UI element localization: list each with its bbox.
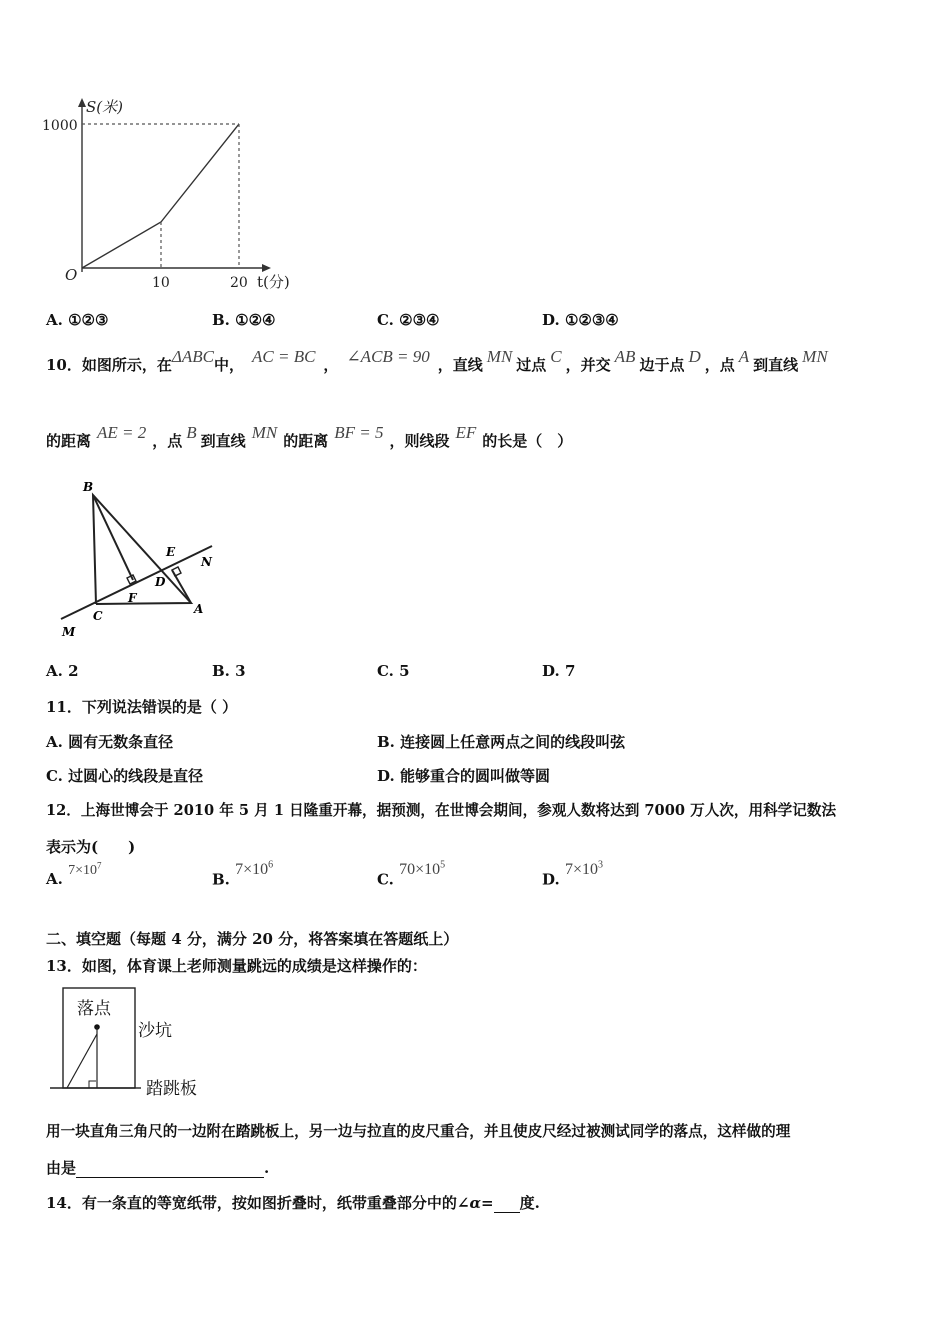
label-sandpit: 沙坑 — [138, 1021, 172, 1041]
x-tick-20: 20 — [230, 275, 248, 291]
q10-stem-line1: 10．如图所示，在ΔABC中， AC = BC ， ∠ACB = 90 ，直线 MN 过点 C ，并交 AB 边于点 D ，点 A 到直线 MN — [46, 347, 828, 374]
x-axis-arrow — [262, 264, 271, 272]
origin-label: O — [65, 266, 78, 284]
label-a: A — [194, 602, 204, 616]
q10-option-a[interactable]: A. 2 — [46, 662, 79, 680]
q11-option-b[interactable]: B. 连接圆上任意两点之间的线段叫弦 — [377, 733, 626, 751]
option-letter: A. — [46, 311, 63, 329]
q10-option-c[interactable]: C. 5 — [377, 662, 410, 680]
distance-time-graph — [35, 90, 325, 300]
option-letter: C. — [377, 311, 394, 329]
label-n: N — [201, 555, 212, 569]
label-landing: 落点 — [77, 999, 111, 1019]
y-axis-label: S(米) — [86, 98, 123, 116]
option-text: ①②③ — [68, 311, 109, 329]
q12-option-c[interactable]: C. $70\times 10^5$ — [377, 860, 446, 889]
q14-answer-blank[interactable] — [494, 1194, 520, 1213]
option-text: ②③④ — [399, 311, 440, 329]
right-angle-mark — [89, 1081, 96, 1088]
q12-option-d[interactable]: D. $7\times 10^3$ — [542, 860, 603, 889]
q9-option-d[interactable] — [542, 311, 619, 329]
label-b: B — [83, 480, 94, 494]
q11-option-d[interactable]: D. 能够重合的圆叫做等圆 — [377, 767, 550, 785]
section-heading: 二、填空题（每题 4 分，满分 20 分，将答案填在答题纸上） — [46, 930, 459, 948]
label-m: M — [62, 625, 76, 639]
label-c: C — [93, 609, 103, 623]
q9-option-c[interactable] — [377, 311, 439, 329]
q9-option-b[interactable] — [212, 311, 275, 329]
q12-option-b[interactable]: B. $7\times 10^6$ — [212, 860, 274, 889]
q11-stem: 11．下列说法错误的是（ ） — [46, 698, 238, 716]
q11-option-a[interactable]: A. 圆有无数条直径 — [46, 733, 174, 751]
triangle-abc — [93, 495, 191, 604]
segment-bf — [93, 495, 133, 580]
q13-text-line1: 用一块直角三角尺的一边附在踏跳板上，另一边与拉直的皮尺重合，并且使皮尺经过被测试同学的落点，这样做的理 — [46, 1123, 791, 1140]
long-jump-figure — [45, 980, 225, 1105]
set-square-edge — [67, 1034, 97, 1088]
q12-option-a[interactable]: A. $7\times 10^7$ — [46, 860, 102, 888]
option-letter: D. — [542, 311, 560, 329]
x-axis-label: t(分) — [257, 273, 290, 291]
q9-option-a[interactable] — [46, 311, 108, 329]
q10-option-d[interactable]: D. 7 — [542, 662, 576, 680]
q12-stem-line1: 12．上海世博会于 2010 年 5 月 1 日隆重开幕，据预测，在世博会期间，参观人数将达到 7000 万人次，用科学记数法 — [46, 802, 837, 819]
option-text: ①②③④ — [564, 311, 619, 329]
label-f: F — [128, 591, 137, 605]
option-text: ①②④ — [235, 311, 276, 329]
x-tick-10: 10 — [152, 275, 170, 291]
label-e: E — [166, 545, 176, 559]
right-angle-e — [172, 567, 181, 576]
q10-option-b[interactable]: B. 3 — [212, 662, 246, 680]
triangle-figure — [55, 475, 225, 645]
label-d: D — [155, 575, 166, 589]
label-board: 踏跳板 — [146, 1079, 197, 1099]
q14-stem: 14．有一条直的等宽纸带，按如图折叠时，纸带重叠部分中的∠α= 度. — [46, 1194, 540, 1212]
y-tick-1000: 1000 — [42, 118, 78, 134]
y-axis-arrow — [78, 98, 86, 107]
q13-stem: 13．如图，体育课上老师测量跳远的成绩是这样操作的： — [46, 957, 427, 975]
q13-answer-blank[interactable] — [76, 1159, 264, 1178]
q13-text-line2: 由是 . — [46, 1159, 270, 1177]
q12-stem-line2: 表示为( ) — [46, 838, 136, 856]
line-mn — [61, 546, 212, 619]
q10-stem-line2: 的距离 AE = 2 ，点 B 到直线 MN 的距离 BF = 5 ，则线段 EF 的长是（ ） — [46, 423, 573, 450]
q11-option-c[interactable]: C. 过圆心的线段是直径 — [46, 767, 204, 785]
option-letter: B. — [212, 311, 230, 329]
